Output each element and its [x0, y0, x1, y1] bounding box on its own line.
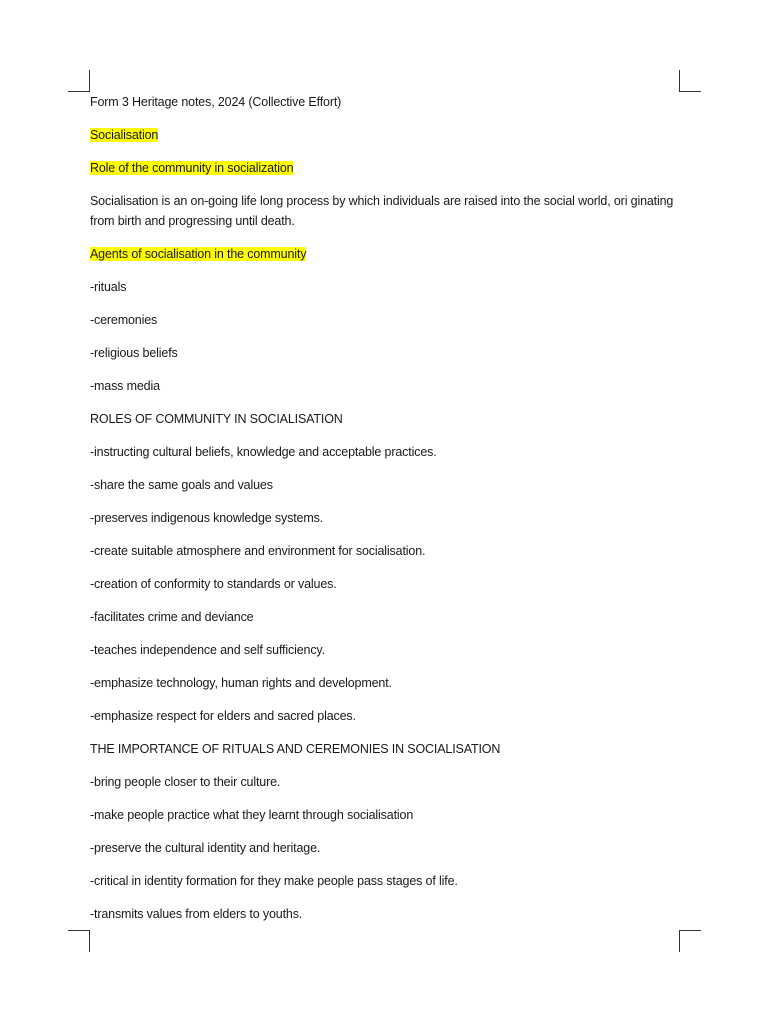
roles-heading: ROLES OF COMMUNITY IN SOCIALISATION — [90, 412, 343, 426]
role-item: -emphasize respect for elders and sacred places. — [90, 709, 356, 723]
definition-paragraph: Socialisation is an on-going life long process by which individuals are raised into the social world, ori ginating from birth and progressing until death. — [90, 194, 674, 228]
agent-item: -rituals — [90, 280, 127, 294]
role-item: -creation of conformity to standards or values. — [90, 577, 337, 591]
importance-item: -critical in identity formation for they make people pass stages of life. — [90, 874, 458, 888]
agent-item: -ceremonies — [90, 313, 158, 327]
crop-mark-top-right — [679, 70, 701, 92]
subtopic-heading — [90, 158, 680, 178]
agents-heading — [90, 244, 680, 264]
role-item: -instructing cultural beliefs, knowledge and acceptable practices. — [90, 445, 437, 459]
role-item: -preserves indigenous knowledge systems. — [90, 511, 324, 525]
agents-heading-text: Agents of socialisation in the community — [90, 247, 307, 261]
importance-heading: THE IMPORTANCE OF RITUALS AND CEREMONIES IN SOCIALISATION — [90, 742, 501, 756]
document-header: Form 3 Heritage notes, 2024 (Collective Effort) — [90, 95, 342, 109]
crop-mark-bottom-left — [68, 930, 90, 952]
role-item: -facilitates crime and deviance — [90, 610, 254, 624]
topic-heading-text: Socialisation — [90, 128, 159, 142]
importance-item: -bring people closer to their culture. — [90, 775, 281, 789]
role-item: -create suitable atmosphere and environment for socialisation. — [90, 544, 426, 558]
role-item: -teaches independence and self sufficiency. — [90, 643, 325, 657]
crop-mark-bottom-right — [679, 930, 701, 952]
importance-item: -make people practice what they learnt through socialisation — [90, 808, 414, 822]
importance-item: -preserve the cultural identity and heritage. — [90, 841, 321, 855]
topic-heading — [90, 125, 680, 145]
agent-item: -religious beliefs — [90, 346, 178, 360]
role-item: -emphasize technology, human rights and development. — [90, 676, 392, 690]
crop-mark-top-left — [68, 70, 90, 92]
agent-item: -mass media — [90, 379, 160, 393]
role-item: -share the same goals and values — [90, 478, 273, 492]
importance-item: -transmits values from elders to youths. — [90, 907, 303, 921]
subtopic-heading-text: Role of the community in socialization — [90, 161, 294, 175]
document-body — [90, 92, 680, 937]
